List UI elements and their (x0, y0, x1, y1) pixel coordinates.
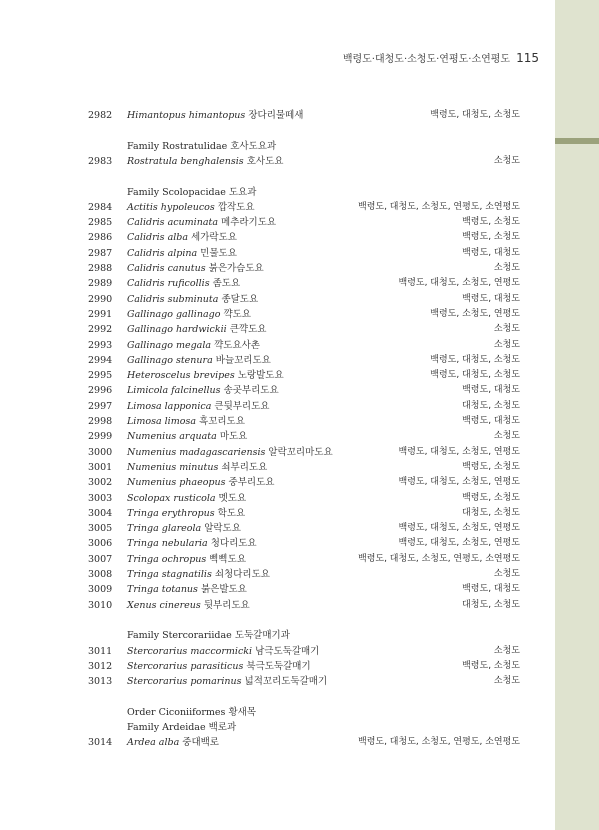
species-row (0, 552, 555, 567)
locality-list: 소청도 (493, 645, 520, 656)
side-accent-bar (555, 138, 599, 144)
species-name (127, 276, 240, 291)
scientific-name: Scolopax rusticola (127, 492, 216, 504)
species-row (0, 475, 555, 490)
species-name (127, 582, 247, 597)
locality-list: 백령도, 대청도, 소청도 (430, 354, 520, 365)
scientific-name: Calidris acuminata (127, 217, 218, 229)
locality-list: 대청도, 소청도 (462, 507, 520, 518)
side-color-band (555, 0, 599, 830)
scientific-name: Numenius madagascariensis (127, 446, 266, 458)
section-heading: Family Ardeidae 백로과 (127, 722, 237, 733)
locality-list: 백령도, 소청도 (462, 492, 520, 503)
species-number: 3008 (88, 569, 113, 580)
korean-name: 학도요 (217, 507, 246, 519)
section-heading: Family Scolopacidae 도요과 (127, 186, 257, 198)
species-number: 3006 (88, 538, 113, 550)
species-name (127, 429, 247, 444)
species-number: 2996 (88, 385, 113, 397)
species-row (0, 674, 555, 689)
species-row (0, 307, 555, 322)
locality-list: 소청도 (493, 431, 520, 442)
scientific-name: Numenius arquata (127, 431, 217, 443)
species-name (127, 261, 264, 276)
scientific-name: Himantopus himantopus (127, 110, 246, 121)
locality-list: 백령도, 대청도, 소청도 (430, 370, 520, 381)
locality-list: 백령도, 대청도, 소청도, 연평도, 소연평도 (358, 553, 520, 564)
korean-name: 중대백로 (182, 737, 219, 749)
species-row (0, 246, 555, 261)
korean-name: 넓적꼬리도둑갈매기 (244, 676, 328, 688)
scientific-name: Rostratula benghalensis (127, 155, 244, 167)
scientific-name: Tringa stagnatilis (127, 569, 212, 580)
species-row (0, 292, 555, 307)
species-row (0, 108, 555, 123)
species-number: 2983 (88, 155, 113, 167)
species-row (0, 659, 555, 674)
locality-list: 소청도 (493, 155, 520, 166)
species-row (0, 491, 555, 506)
korean-name: 남극도둑갈매기 (255, 645, 320, 657)
species-number: 3003 (88, 492, 113, 504)
locality-list: 백령도, 대청도, 소청도, 연평도 (398, 446, 520, 457)
species-number: 3004 (88, 507, 113, 519)
species-number: 2997 (88, 400, 113, 412)
korean-name: 세가락도요 (191, 232, 237, 244)
species-number: 2987 (88, 247, 113, 259)
species-name (127, 659, 311, 674)
scientific-name: Calidris ruficollis (127, 278, 210, 290)
species-row (0, 353, 555, 368)
scientific-name: Tringa totanus (127, 584, 198, 596)
korean-name: 메추라기도요 (221, 217, 277, 229)
locality-list: 백령도, 대청도, 소청도, 연평도 (398, 523, 520, 534)
korean-name: 깝작도요 (217, 201, 255, 213)
species-row (0, 383, 555, 398)
korean-name: 큰꺅도요 (229, 324, 267, 336)
species-name (127, 674, 327, 689)
locality-list: 백령도, 대청도, 소청도, 연평도 (398, 538, 520, 549)
page-number: 115 (516, 51, 539, 65)
scientific-name: Numenius phaeopus (127, 477, 226, 489)
species-name (127, 215, 276, 230)
species-number: 2984 (88, 201, 113, 213)
species-name (127, 414, 245, 429)
section-heading: Family Stercorariidae 도둑갈매기과 (127, 630, 290, 642)
korean-name: 꺅도요 (223, 308, 251, 320)
species-name (127, 368, 284, 383)
korean-name: 종달도요 (221, 293, 259, 305)
species-row (0, 598, 555, 613)
scientific-name: Limosa lapponica (127, 400, 212, 412)
locality-list: 백령도, 대청도 (462, 247, 520, 258)
locality-list: 백령도, 대청도 (462, 584, 520, 595)
species-row (0, 261, 555, 276)
korean-name: 북극도둑갈매기 (246, 660, 311, 672)
korean-name: 흑꼬리도요 (199, 416, 245, 427)
species-row (0, 506, 555, 521)
species-name (127, 246, 237, 261)
species-row (0, 429, 555, 444)
species-row (0, 536, 555, 551)
species-name (127, 307, 251, 322)
korean-name: 쇠청다리도요 (214, 569, 270, 580)
species-number: 2992 (88, 324, 113, 336)
species-row (0, 414, 555, 429)
species-number: 3012 (88, 660, 113, 672)
species-number: 2999 (88, 431, 113, 443)
species-name (127, 292, 258, 307)
species-number: 3010 (88, 599, 113, 611)
species-number: 3013 (88, 676, 113, 688)
species-number: 2990 (88, 293, 113, 305)
species-number: 3007 (88, 553, 113, 565)
species-name (127, 230, 237, 245)
locality-list: 소청도 (493, 569, 520, 579)
species-row (0, 368, 555, 383)
scientific-name: Limosa limosa (127, 416, 196, 427)
korean-name: 붉은가슴도요 (208, 263, 264, 274)
locality-list: 백령도, 대청도 (462, 416, 520, 426)
locality-list: 소청도 (493, 339, 520, 350)
korean-name: 호사도요 (246, 155, 284, 167)
species-row (0, 521, 555, 536)
species-number: 3001 (88, 461, 113, 473)
locality-list: 소청도 (493, 676, 520, 687)
species-name (127, 735, 219, 750)
species-name (127, 445, 333, 460)
korean-name: 좀도요 (212, 278, 241, 290)
korean-name: 쇠부리도요 (221, 461, 268, 473)
korean-name: 알락도요 (204, 523, 241, 535)
korean-name: 중부리도요 (228, 477, 275, 489)
species-name (127, 567, 270, 582)
species-name (127, 460, 267, 475)
scientific-name: Ardea alba (127, 737, 180, 749)
species-number: 3011 (88, 645, 113, 657)
korean-name: 큰뒷부리도요 (214, 400, 270, 412)
species-row (0, 200, 555, 215)
scientific-name: Gallinago megala (127, 339, 212, 351)
species-name (127, 475, 274, 490)
species-row (0, 735, 555, 750)
species-number: 3014 (88, 737, 113, 749)
locality-list: 대청도, 소청도 (462, 599, 520, 610)
species-number: 2993 (88, 339, 113, 351)
section-heading: Order Ciconiiformes 황새목 (127, 706, 256, 718)
species-number: 2991 (88, 308, 113, 320)
korean-name: 알락꼬리마도요 (268, 446, 333, 458)
species-number: 2985 (88, 217, 113, 229)
species-name (127, 353, 271, 368)
scientific-name: Calidris subminuta (127, 293, 219, 305)
running-head (343, 50, 539, 65)
korean-name: 꺅도요사촌 (214, 339, 260, 351)
korean-name: 민물도요 (200, 247, 237, 259)
scientific-name: Stercorarius pomarinus (127, 676, 242, 688)
scientific-name: Tringa ochropus (127, 553, 207, 565)
species-name (127, 521, 241, 536)
species-row (0, 215, 555, 230)
locality-list: 백령도, 소청도 (462, 660, 520, 671)
scientific-name: Gallinago stenura (127, 354, 213, 366)
locality-list: 백령도, 소청도 (462, 217, 520, 228)
species-name (127, 644, 319, 659)
species-number: 2994 (88, 354, 113, 366)
species-row (0, 276, 555, 291)
scientific-name: Stercorarius parasiticus (127, 660, 244, 672)
korean-name: 장다리물떼새 (248, 110, 304, 121)
species-number: 2995 (88, 370, 113, 382)
species-name (127, 536, 257, 551)
species-name (127, 552, 246, 567)
species-name (127, 598, 250, 613)
scientific-name: Gallinago gallinago (127, 308, 221, 320)
locality-list: 백령도, 대청도 (462, 293, 520, 304)
species-number: 3005 (88, 523, 113, 535)
species-number: 3000 (88, 446, 113, 458)
locality-list: 백령도, 대청도, 소청도, 연평도 (398, 278, 520, 289)
scientific-name: Numenius minutus (127, 461, 219, 473)
species-name (127, 322, 266, 337)
species-number: 3009 (88, 584, 113, 596)
species-name (127, 506, 245, 521)
species-number: 2982 (88, 110, 113, 121)
species-name (127, 491, 246, 506)
locality-list: 백령도, 대청도, 소청도, 연평도, 소연평도 (358, 201, 520, 212)
species-row (0, 322, 555, 337)
species-number: 2989 (88, 278, 113, 290)
korean-name: 바늘꼬리도요 (215, 354, 271, 366)
species-name (127, 383, 279, 398)
scientific-name: Tringa nebularia (127, 538, 208, 550)
scientific-name: Tringa glareola (127, 523, 202, 535)
species-row (0, 460, 555, 475)
running-head-title: 백령도·대청도·소청도·연평도·소연평도 (342, 54, 511, 65)
species-name (127, 399, 269, 414)
locality-list: 소청도 (493, 263, 520, 273)
locality-list: 백령도, 대청도, 소청도 (430, 110, 520, 120)
locality-list: 백령도, 대청도, 소청도, 연평도, 소연평도 (358, 737, 520, 748)
scientific-name: Calidris alpina (127, 247, 198, 259)
scientific-name: Stercorarius maccormicki (127, 645, 253, 657)
locality-list: 소청도 (493, 324, 520, 335)
species-row (0, 445, 555, 460)
korean-name: 뒷부리도요 (203, 599, 250, 611)
korean-name: 삑삑도요 (209, 553, 247, 565)
korean-name: 붉은발도요 (200, 584, 247, 596)
species-number: 2988 (88, 263, 113, 274)
species-name (127, 200, 255, 215)
locality-list: 대청도, 소청도 (462, 400, 520, 411)
locality-list: 백령도, 소청도 (462, 232, 520, 243)
scientific-name: Gallinago hardwickii (127, 324, 227, 336)
species-name (127, 154, 283, 169)
scientific-name: Heteroscelus brevipes (127, 370, 235, 382)
section-heading: Family Rostratulidae 호사도요과 (127, 140, 277, 152)
species-number: 3002 (88, 477, 113, 489)
locality-list: 백령도, 소청도 (462, 461, 520, 472)
korean-name: 송곳부리도요 (223, 385, 279, 397)
locality-list: 백령도, 대청도, 소청도, 연평도 (398, 477, 520, 488)
species-number: 2986 (88, 232, 113, 244)
species-row (0, 582, 555, 597)
scientific-name: Calidris alba (127, 232, 189, 244)
korean-name: 마도요 (219, 431, 248, 443)
species-name (127, 338, 260, 353)
species-row (0, 230, 555, 245)
species-number: 2998 (88, 416, 113, 427)
scientific-name: Xenus cinereus (127, 599, 201, 611)
korean-name: 노랑발도요 (237, 370, 284, 382)
scientific-name: Calidris canutus (127, 263, 206, 274)
scientific-name: Actitis hypoleucos (127, 201, 215, 213)
species-name (127, 108, 303, 123)
species-row (0, 399, 555, 414)
scientific-name: Tringa erythropus (127, 507, 215, 519)
species-row (0, 338, 555, 353)
korean-name: 멧도요 (218, 492, 247, 504)
scientific-name: Limicola falcinellus (127, 385, 221, 397)
korean-name: 청다리도요 (210, 538, 257, 550)
locality-list: 백령도, 소청도, 연평도 (430, 308, 520, 319)
species-row (0, 567, 555, 582)
locality-list: 백령도, 대청도 (462, 385, 520, 396)
species-row (0, 644, 555, 659)
species-row (0, 154, 555, 169)
